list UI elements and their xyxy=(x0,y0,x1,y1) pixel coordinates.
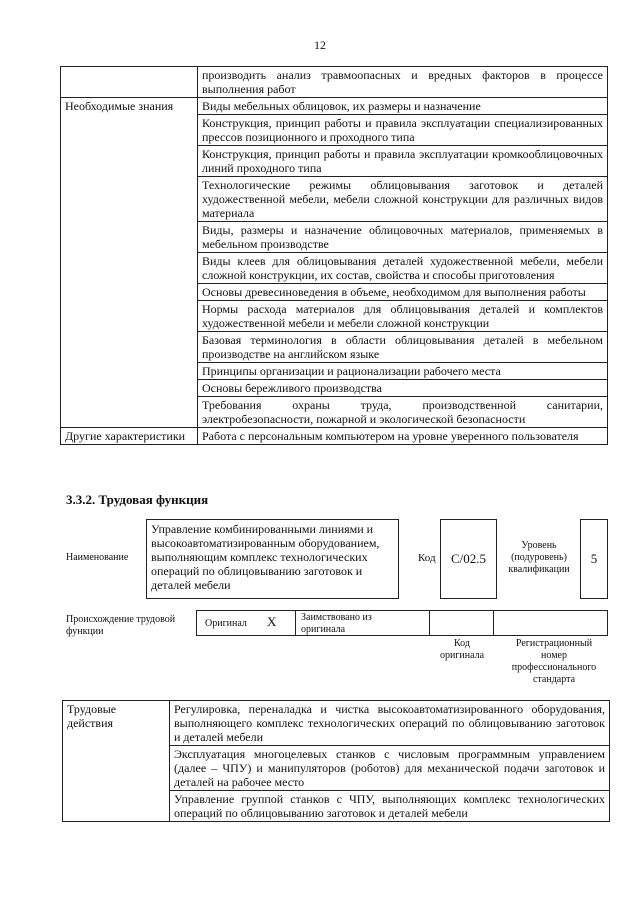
row-text: Нормы расхода материалов для облицовывания деталей и комплектов художественной мебели и мебели сложной конструкции xyxy=(198,301,608,332)
action-text: Эксплуатация многоцелевых станков с числовым программным управлением (далее – ЧПУ) и манипуляторов (роботов) для механической подачи заготовок и деталей на рабочее место xyxy=(170,746,610,791)
level-value: 5 xyxy=(590,551,598,566)
function-name-box xyxy=(146,519,399,599)
divider xyxy=(295,611,296,635)
knowledge-table xyxy=(60,66,608,445)
action-text: Регулировка, переналадка и чистка высокоавтоматизированного оборудования, выполняющего комплекс технологических операций по облицовыванию заготовок и деталей мебели xyxy=(170,701,610,746)
row-label-other: Другие характеристики xyxy=(61,428,198,445)
level-label: Уровень (подуровень) квалификации xyxy=(508,540,570,575)
borrowed-label: Заимствовано из оригинала xyxy=(301,612,372,635)
section-title: 3.3.2. Трудовая функция xyxy=(66,492,209,507)
table-row xyxy=(61,428,608,445)
row-text: Основы древесиноведения в объеме, необходимом для выполнения работы xyxy=(198,284,608,301)
actions-label: Трудовые действия xyxy=(63,701,170,822)
code-origin-caption: Код оригинала xyxy=(439,638,485,661)
row-label-knowledge: Необходимые знания xyxy=(61,98,198,428)
origin-row xyxy=(196,610,608,636)
table-row xyxy=(61,67,608,98)
row-text: Базовая терминология в области облицовывания деталей в мебельном производстве на английском языке xyxy=(198,332,608,363)
code-label: Код xyxy=(418,552,436,564)
row-text: Технологические режимы облицовывания заготовок и деталей художественной мебели, мебели сложной конструкции для различных видов материала xyxy=(198,177,608,222)
divider xyxy=(429,611,430,635)
function-name: Управление комбинированными линиями и высокоавтоматизированным оборудованием, выполняющим комплекс технологических операций по облицовыванию заготовок и деталей мебели xyxy=(151,522,380,592)
divider xyxy=(493,611,494,635)
actions-table xyxy=(62,700,610,822)
original-label: Оригинал xyxy=(205,618,247,629)
row-text: Требования охраны труда, производственной санитарии, электробезопасности, пожарной и экологической безопасности xyxy=(198,397,608,428)
regnum-caption: Регистрационный номер профессионального стандарта xyxy=(511,638,597,685)
action-text: Управление группой станков с ЧПУ, выполняющих комплекс технологических операций по облицовыванию заготовок и деталей мебели xyxy=(170,791,610,822)
row-text: Работа с персональным компьютером на уровне уверенного пользователя xyxy=(198,428,608,445)
code-value: C/02.5 xyxy=(450,551,487,566)
table-row xyxy=(61,98,608,115)
name-label: Наименование xyxy=(66,552,129,563)
original-mark: X xyxy=(267,614,277,629)
row-text: Виды, размеры и назначение облицовочных материалов, применяемых в мебельном производстве xyxy=(198,222,608,253)
row-text: Основы бережливого производства xyxy=(198,380,608,397)
origin-label: Происхождение трудовой функции xyxy=(66,614,176,637)
table-row xyxy=(63,701,610,746)
row-text: производить анализ травмоопасных и вредных факторов в процессе выполнения работ xyxy=(198,67,608,98)
row-text: Принципы организации и рационализации рабочего места xyxy=(198,363,608,380)
row-label xyxy=(61,67,198,98)
level-box xyxy=(580,519,608,599)
code-box xyxy=(440,519,497,599)
row-text: Конструкция, принцип работы и правила эксплуатации специализированных прессов позиционного и проходного типа xyxy=(198,115,608,146)
page-number: 12 xyxy=(314,38,326,52)
row-text: Конструкция, принцип работы и правила эксплуатации кромкооблицовочных линий проходного типа xyxy=(198,146,608,177)
row-text: Виды мебельных облицовок, их размеры и назначение xyxy=(198,98,608,115)
row-text: Виды клеев для облицовывания деталей художественной мебели, мебели сложной конструкции, их состав, свойства и способы приготовления xyxy=(198,253,608,284)
